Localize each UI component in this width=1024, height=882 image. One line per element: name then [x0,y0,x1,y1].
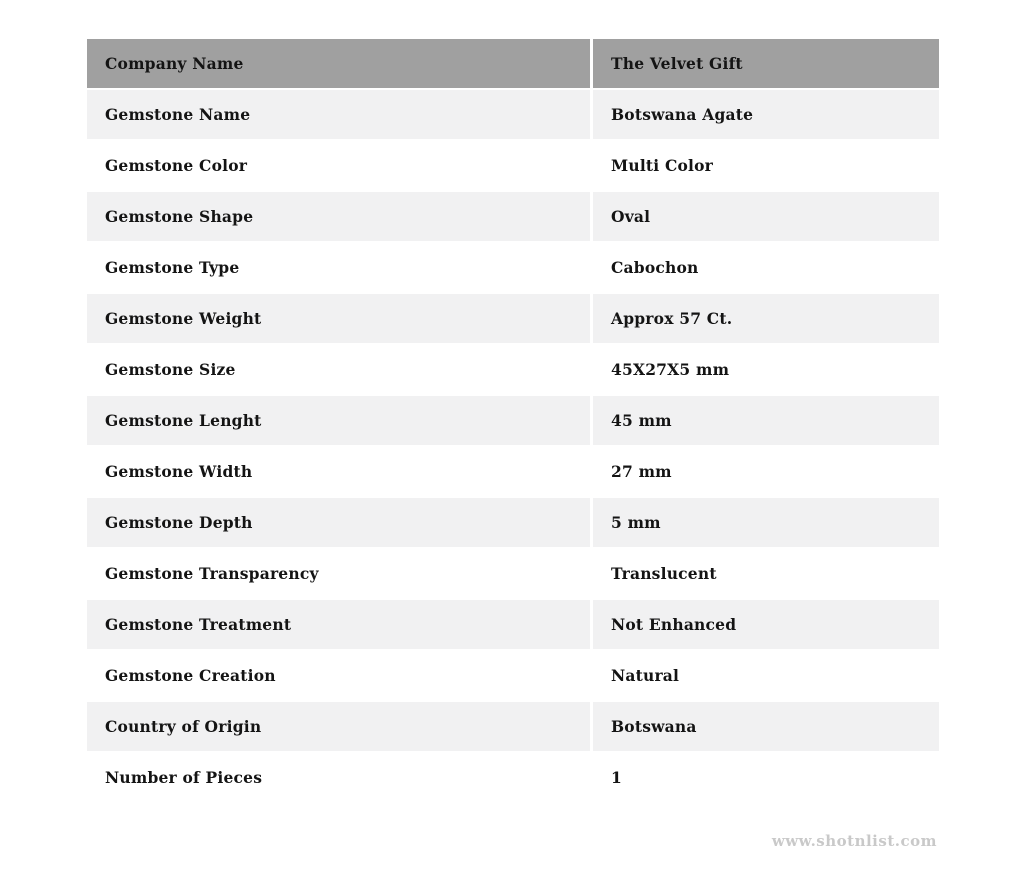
product-detail-table [87,39,939,804]
row-label-cell: Gemstone Transparency [87,549,590,598]
table-row [87,549,939,598]
table-row [87,192,939,241]
table-row [87,396,939,445]
table-row [87,90,939,139]
row-label-cell: Gemstone Creation [87,651,590,700]
table-header-row [87,39,939,88]
table-row [87,345,939,394]
row-value-cell: Approx 57 Ct. [593,294,939,343]
row-value-cell: 1 [593,753,939,802]
table-row [87,600,939,649]
table-row [87,702,939,751]
row-value-cell: 5 mm [593,498,939,547]
row-label-cell: Gemstone Depth [87,498,590,547]
row-label-cell: Number of Pieces [87,753,590,802]
row-label-cell: Gemstone Weight [87,294,590,343]
row-label-cell: Gemstone Size [87,345,590,394]
row-value-cell: Natural [593,651,939,700]
row-label-cell: Country of Origin [87,702,590,751]
row-value-cell: Multi Color [593,141,939,190]
table-row [87,447,939,496]
row-value-cell: Not Enhanced [593,600,939,649]
row-label-cell: Gemstone Shape [87,192,590,241]
row-value-cell: Translucent [593,549,939,598]
row-value-cell: Oval [593,192,939,241]
row-value-cell: Cabochon [593,243,939,292]
table-row [87,651,939,700]
table-row [87,294,939,343]
header-value-cell: The Velvet Gift [593,39,939,88]
row-label-cell: Gemstone Treatment [87,600,590,649]
table-row [87,141,939,190]
row-label-cell: Gemstone Lenght [87,396,590,445]
row-label-cell: Gemstone Color [87,141,590,190]
table-row [87,498,939,547]
table-row [87,243,939,292]
row-value-cell: 45X27X5 mm [593,345,939,394]
header-label-cell: Company Name [87,39,590,88]
watermark-text: www.shotnlist.com [771,832,937,850]
row-label-cell: Gemstone Name [87,90,590,139]
row-label-cell: Gemstone Width [87,447,590,496]
table-row [87,753,939,802]
row-value-cell: Botswana Agate [593,90,939,139]
row-value-cell: Botswana [593,702,939,751]
row-value-cell: 45 mm [593,396,939,445]
row-label-cell: Gemstone Type [87,243,590,292]
row-value-cell: 27 mm [593,447,939,496]
